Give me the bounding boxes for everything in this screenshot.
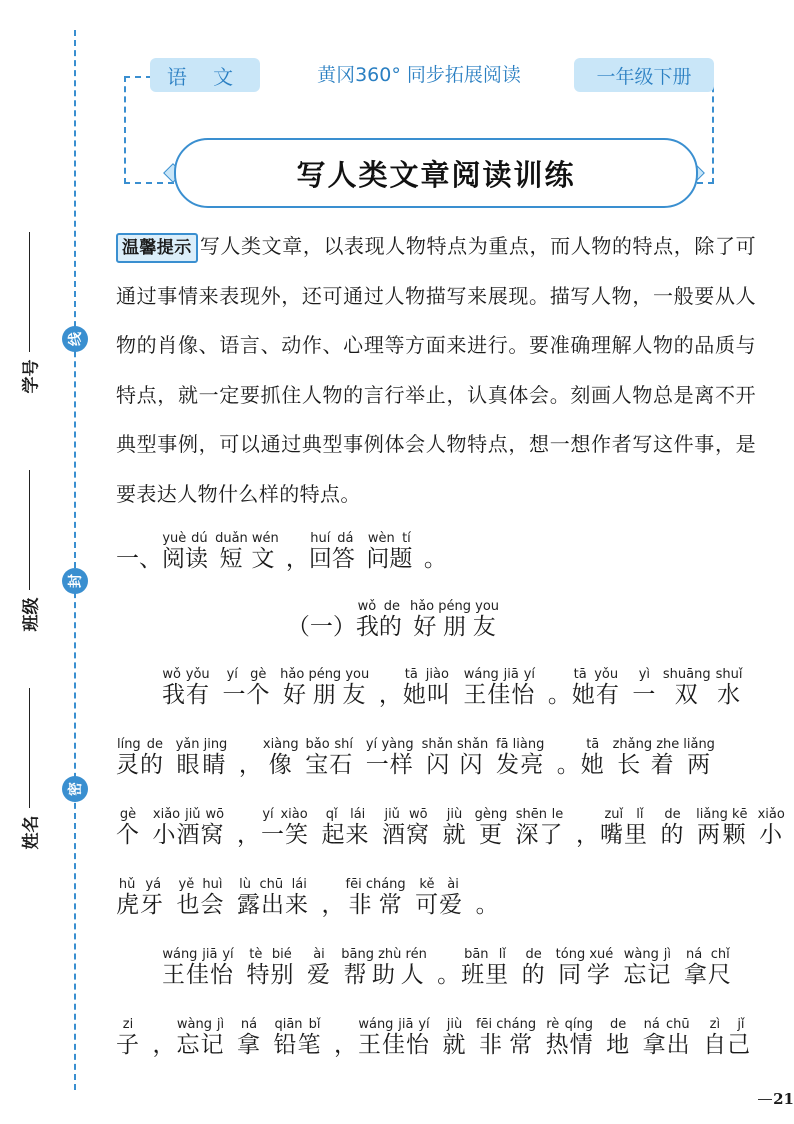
ruby-word <box>237 1017 261 1058</box>
ruby-word <box>246 947 295 988</box>
pinyin-text <box>476 877 500 892</box>
grade-pill: 一年级下册 <box>574 58 714 92</box>
ruby-word <box>683 737 715 778</box>
ruby-word <box>153 1032 177 1058</box>
section-prefix: 一、 <box>116 546 162 572</box>
pinyin-text: yě huì <box>176 877 225 892</box>
hanzi-text: 自己 <box>703 1032 752 1058</box>
pinyin-text: ná chū <box>642 1017 691 1032</box>
ruby-word <box>305 737 354 778</box>
student-number-field[interactable] <box>14 232 44 401</box>
pinyin-text: lù chū lái <box>237 877 309 892</box>
pinyin-text: wàng jì <box>176 1017 225 1032</box>
ruby-word <box>239 752 263 778</box>
pinyin-text: shēn le <box>515 807 564 822</box>
pinyin-text: xiǎo jiǔ wō <box>152 807 225 822</box>
hanzi-text: 的 <box>660 822 685 848</box>
pinyin-text: tā jiào <box>402 667 451 682</box>
hanzi-text: 两 <box>683 752 715 778</box>
hanzi-text: 眼睛 <box>175 752 228 778</box>
ruby-word <box>642 1017 691 1058</box>
ruby-word <box>237 822 261 848</box>
ruby-word <box>261 807 309 848</box>
hanzi-text: 。 <box>437 962 462 988</box>
pinyin-text <box>379 667 403 682</box>
page-number-dash <box>758 1099 772 1100</box>
hanzi-text: ， <box>285 546 309 572</box>
ruby-word <box>366 531 413 572</box>
pinyin-text: ná chǐ <box>683 947 732 962</box>
hanzi-text: 。 <box>547 682 572 708</box>
ruby-word <box>463 667 536 708</box>
ruby-word <box>273 1017 322 1058</box>
pinyin-text: tā <box>580 737 605 752</box>
ruby-word <box>237 877 309 918</box>
pinyin-text: ài <box>307 947 331 962</box>
ruby-word <box>476 892 500 918</box>
pinyin-text: gè <box>116 807 140 822</box>
ruby-word <box>334 1032 358 1058</box>
ruby-word <box>379 682 403 708</box>
pinyin-text: wáng jiā yí <box>463 667 536 682</box>
ruby-word <box>632 667 657 708</box>
pinyin-text: zhǎng zhe <box>612 737 680 752</box>
pinyin-text: tè bié <box>246 947 295 962</box>
ruby-word <box>162 667 210 708</box>
hanzi-text: 宝石 <box>305 752 354 778</box>
ruby-word <box>355 599 402 640</box>
hanzi-text: 好朋友 <box>280 682 370 708</box>
pinyin-text: yì <box>632 667 657 682</box>
story-line <box>116 668 766 738</box>
pinyin-text: yí xiào <box>261 807 309 822</box>
series-title: 黄冈360° 同步拓展阅读 <box>317 64 521 86</box>
pinyin-text: bān lǐ <box>461 947 510 962</box>
hanzi-text: 小酒窝 <box>152 822 225 848</box>
hanzi-text: 铅笔 <box>273 1032 322 1058</box>
hanzi-text: 双 <box>662 682 711 708</box>
story-line <box>116 1018 766 1088</box>
pinyin-text: yǎn jing <box>175 737 228 752</box>
pinyin-text: jiù <box>442 807 467 822</box>
pinyin-text: shuǐ <box>715 667 743 682</box>
ruby-word <box>365 737 414 778</box>
pinyin-text: huí dá <box>308 531 355 546</box>
hanzi-text: 长着 <box>612 752 680 778</box>
story-line <box>116 738 766 808</box>
story-title-words <box>355 599 507 640</box>
pinyin-text: qiān bǐ <box>273 1017 322 1032</box>
class-label: 班级 <box>21 597 42 632</box>
pinyin-text: yí yàng <box>365 737 414 752</box>
pinyin-text: líng de <box>116 737 164 752</box>
hanzi-text: 可爱 <box>415 892 464 918</box>
ruby-word <box>176 1017 225 1058</box>
pinyin-text: tā yǒu <box>571 667 620 682</box>
hanzi-text: 地 <box>606 1032 631 1058</box>
hanzi-text: 嘴里 <box>600 822 648 848</box>
hanzi-text: 也会 <box>176 892 225 918</box>
hanzi-text: 小 <box>757 822 785 848</box>
ruby-word <box>662 667 711 708</box>
pinyin-text: hǎo péng you <box>409 599 500 614</box>
ruby-word <box>358 1017 430 1058</box>
hanzi-text: 就 <box>442 1032 467 1058</box>
pinyin-text <box>557 737 581 752</box>
hanzi-text: 个 <box>116 822 140 848</box>
hanzi-text: 。 <box>423 546 447 572</box>
ruby-word <box>437 962 461 988</box>
hanzi-text: 王佳怡 <box>358 1032 430 1058</box>
hanzi-text: ， <box>576 822 600 848</box>
story-title <box>0 597 794 641</box>
pinyin-text: yí gè <box>222 667 271 682</box>
pinyin-text <box>437 947 461 962</box>
ruby-word <box>409 599 500 640</box>
pinyin-text: bāng zhù rén <box>341 947 427 962</box>
hanzi-text: 热情 <box>545 1032 594 1058</box>
ruby-word <box>557 752 581 778</box>
hanzi-text: 酒窝 <box>382 822 430 848</box>
pinyin-text <box>286 531 309 546</box>
title-box <box>174 138 698 208</box>
ruby-word <box>215 531 279 572</box>
ruby-word <box>341 947 427 988</box>
hanzi-text: 水 <box>715 682 743 708</box>
pinyin-text <box>548 667 572 682</box>
name-blank[interactable] <box>29 688 30 808</box>
hanzi-text: 。 <box>556 752 581 778</box>
section-words <box>162 531 447 572</box>
hanzi-text: 。 <box>475 892 500 918</box>
ruby-word <box>345 877 406 918</box>
hanzi-text: 回答 <box>308 546 355 572</box>
ruby-word <box>660 807 685 848</box>
pinyin-text <box>237 807 261 822</box>
ruby-word <box>623 947 672 988</box>
ruby-word <box>321 807 370 848</box>
hanzi-text: ， <box>321 892 346 918</box>
hanzi-text: 的 <box>521 962 546 988</box>
ruby-word <box>548 682 572 708</box>
story-title-prefix: （一） <box>286 614 356 640</box>
ruby-word <box>442 807 467 848</box>
hanzi-text: 一个 <box>222 682 271 708</box>
ruby-word <box>286 546 309 572</box>
ruby-word <box>461 947 510 988</box>
hanzi-text: 问题 <box>366 546 413 572</box>
pinyin-text: duǎn wén <box>215 531 279 546</box>
pinyin-text: gèng <box>474 807 508 822</box>
ruby-word <box>580 737 605 778</box>
hanzi-text: 拿 <box>237 1032 261 1058</box>
hanzi-text: 我有 <box>162 682 210 708</box>
name-label: 姓名 <box>21 815 42 850</box>
ruby-word <box>280 667 370 708</box>
hanzi-text: 子 <box>116 1032 140 1058</box>
pinyin-text: tóng xué <box>555 947 614 962</box>
pinyin-text: zì jǐ <box>703 1017 752 1032</box>
hanzi-text: 她 <box>580 752 605 778</box>
story-line <box>116 807 785 878</box>
hanzi-text: 她有 <box>571 682 620 708</box>
ruby-word <box>162 531 208 572</box>
pinyin-text <box>334 1017 358 1032</box>
hanzi-text: 发亮 <box>495 752 545 778</box>
pinyin-text: zi <box>116 1017 140 1032</box>
hanzi-text: 像 <box>262 752 299 778</box>
ruby-word <box>495 737 545 778</box>
pinyin-text: qǐ lái <box>321 807 370 822</box>
pinyin-text: liǎng kē <box>696 807 748 822</box>
pinyin-text: bǎo shí <box>305 737 354 752</box>
class-blank[interactable] <box>29 470 30 590</box>
pinyin-text: shǎn shǎn <box>421 737 489 752</box>
ruby-word <box>162 947 234 988</box>
binding-mark-feng: 封 <box>62 568 88 594</box>
ruby-word <box>421 737 489 778</box>
page-number: 21 <box>773 1090 794 1108</box>
ruby-word <box>515 807 564 848</box>
ruby-word <box>555 947 614 988</box>
ruby-word <box>475 1017 537 1058</box>
ruby-word <box>402 667 451 708</box>
hanzi-text: 爱 <box>307 962 331 988</box>
ruby-word <box>571 667 620 708</box>
ruby-word <box>703 1017 752 1058</box>
hanzi-text: 阅读 <box>162 546 208 572</box>
hanzi-text: 深了 <box>515 822 564 848</box>
ruby-word <box>696 807 748 848</box>
hanzi-text: 班里 <box>461 962 510 988</box>
ruby-word <box>322 892 346 918</box>
subject-pill: 语 文 <box>150 58 260 92</box>
hanzi-text: 非常 <box>475 1032 537 1058</box>
ruby-word <box>175 737 228 778</box>
ruby-word <box>683 947 732 988</box>
hanzi-text: 短文 <box>215 546 279 572</box>
hanzi-text: 灵的 <box>116 752 164 778</box>
pinyin-text: shuāng <box>662 667 711 682</box>
hanzi-text: 好朋友 <box>409 614 500 640</box>
pinyin-text: de <box>606 1017 631 1032</box>
pinyin-text: xiǎo <box>757 807 785 822</box>
ruby-word <box>307 947 331 988</box>
hanzi-text: 忘记 <box>623 962 672 988</box>
pinyin-text: de <box>521 947 546 962</box>
pinyin-text: wèn tí <box>366 531 413 546</box>
hanzi-text: ， <box>334 1032 358 1058</box>
hanzi-text: 一 <box>632 682 657 708</box>
ruby-word <box>442 1017 467 1058</box>
hanzi-text: 帮助人 <box>341 962 427 988</box>
ruby-word <box>262 737 299 778</box>
pinyin-text <box>576 807 600 822</box>
ruby-word <box>424 546 447 572</box>
hanzi-text: 我的 <box>355 614 402 640</box>
hanzi-text: 她叫 <box>402 682 451 708</box>
ruby-word <box>600 807 648 848</box>
pinyin-text: liǎng <box>683 737 715 752</box>
ruby-word <box>757 807 785 848</box>
pinyin-text <box>239 737 263 752</box>
ruby-word <box>222 667 271 708</box>
ruby-word <box>116 737 164 778</box>
hanzi-text: 王佳怡 <box>463 682 536 708</box>
pinyin-text: fā liàng <box>495 737 545 752</box>
ruby-word <box>576 822 600 848</box>
pinyin-text <box>153 1017 177 1032</box>
hanzi-text: ， <box>152 1032 177 1058</box>
hanzi-text: 起来 <box>321 822 370 848</box>
binding-dashed-line <box>74 30 76 1090</box>
hanzi-text: 非常 <box>345 892 406 918</box>
binding-mark-xian: 线 <box>62 326 88 352</box>
hanzi-text: 更 <box>474 822 508 848</box>
pinyin-text: fēi cháng <box>475 1017 537 1032</box>
pinyin-text: de <box>660 807 685 822</box>
ruby-word <box>176 877 225 918</box>
pinyin-text <box>322 877 346 892</box>
pinyin-text: jiǔ wō <box>382 807 430 822</box>
hanzi-text: 露出来 <box>237 892 309 918</box>
pinyin-text: wàng jì <box>623 947 672 962</box>
pinyin-text: kě ài <box>415 877 464 892</box>
ruby-word <box>116 1017 140 1058</box>
ruby-word <box>116 807 140 848</box>
section-heading <box>116 532 447 578</box>
hanzi-text: 忘记 <box>176 1032 225 1058</box>
hanzi-text: 虎牙 <box>116 892 164 918</box>
pinyin-text: hǔ yá <box>116 877 164 892</box>
hanzi-text: 王佳怡 <box>162 962 234 988</box>
hanzi-text: 同学 <box>555 962 614 988</box>
pinyin-text: wǒ de <box>355 599 402 614</box>
pinyin-text: ná <box>237 1017 261 1032</box>
page-title: 写人类文章阅读训练 <box>296 157 576 192</box>
pinyin-text: wǒ yǒu <box>162 667 210 682</box>
ruby-word <box>415 877 464 918</box>
pinyin-text: zuǐ lǐ <box>600 807 648 822</box>
name-field[interactable] <box>14 688 44 857</box>
ruby-word <box>545 1017 594 1058</box>
student-number-label: 学号 <box>21 359 42 394</box>
pinyin-text: rè qíng <box>545 1017 594 1032</box>
tip-paragraph <box>116 222 756 519</box>
ruby-word <box>116 877 164 918</box>
hanzi-text: 一笑 <box>261 822 309 848</box>
story-line <box>116 948 766 1018</box>
hanzi-text: ， <box>237 822 261 848</box>
ruby-word <box>382 807 430 848</box>
pinyin-text: wáng jiā yí <box>358 1017 430 1032</box>
pinyin-text: hǎo péng you <box>280 667 370 682</box>
ruby-word <box>308 531 355 572</box>
pinyin-text: xiàng <box>262 737 299 752</box>
ruby-word <box>474 807 508 848</box>
hanzi-text: 拿出 <box>642 1032 691 1058</box>
pinyin-text: wáng jiā yí <box>162 947 234 962</box>
hanzi-text: 特别 <box>246 962 295 988</box>
pinyin-text: fēi cháng <box>345 877 406 892</box>
hanzi-text: ， <box>238 752 263 778</box>
ruby-word <box>152 807 225 848</box>
story-line <box>116 878 766 948</box>
ruby-word <box>715 667 743 708</box>
ruby-word <box>521 947 546 988</box>
ruby-word <box>606 1017 631 1058</box>
binding-mark-mi: 密 <box>62 776 88 802</box>
hanzi-text: 拿尺 <box>683 962 732 988</box>
tip-text: 写人类文章，以表现人物特点为重点，而人物的特点，除了可通过事情来表现外，还可通过人物描写来展现。描写人物，一般要从人物的肖像、语言、动作、心理等方面来进行。要准确理解人物的品质与特点，就一定要抓住人物的言行举止，认真体会。刻画人物总是离不开典型事例，可以通过典型事例体会人物特点，想一想作者写这件事，是要表达人物什么样的特点。 <box>116 234 756 506</box>
pinyin-text: jiù <box>442 1017 467 1032</box>
student-number-blank[interactable] <box>29 232 30 352</box>
ruby-word <box>612 737 680 778</box>
pinyin-text <box>424 531 447 546</box>
story-body <box>116 667 785 1088</box>
hanzi-text: 就 <box>442 822 467 848</box>
pinyin-text: yuè dú <box>162 531 208 546</box>
tip-badge: 温馨提示 <box>116 233 198 263</box>
hanzi-text: ， <box>378 682 403 708</box>
hanzi-text: 两颗 <box>696 822 748 848</box>
hanzi-text: 一样 <box>365 752 414 778</box>
hanzi-text: 闪闪 <box>421 752 489 778</box>
